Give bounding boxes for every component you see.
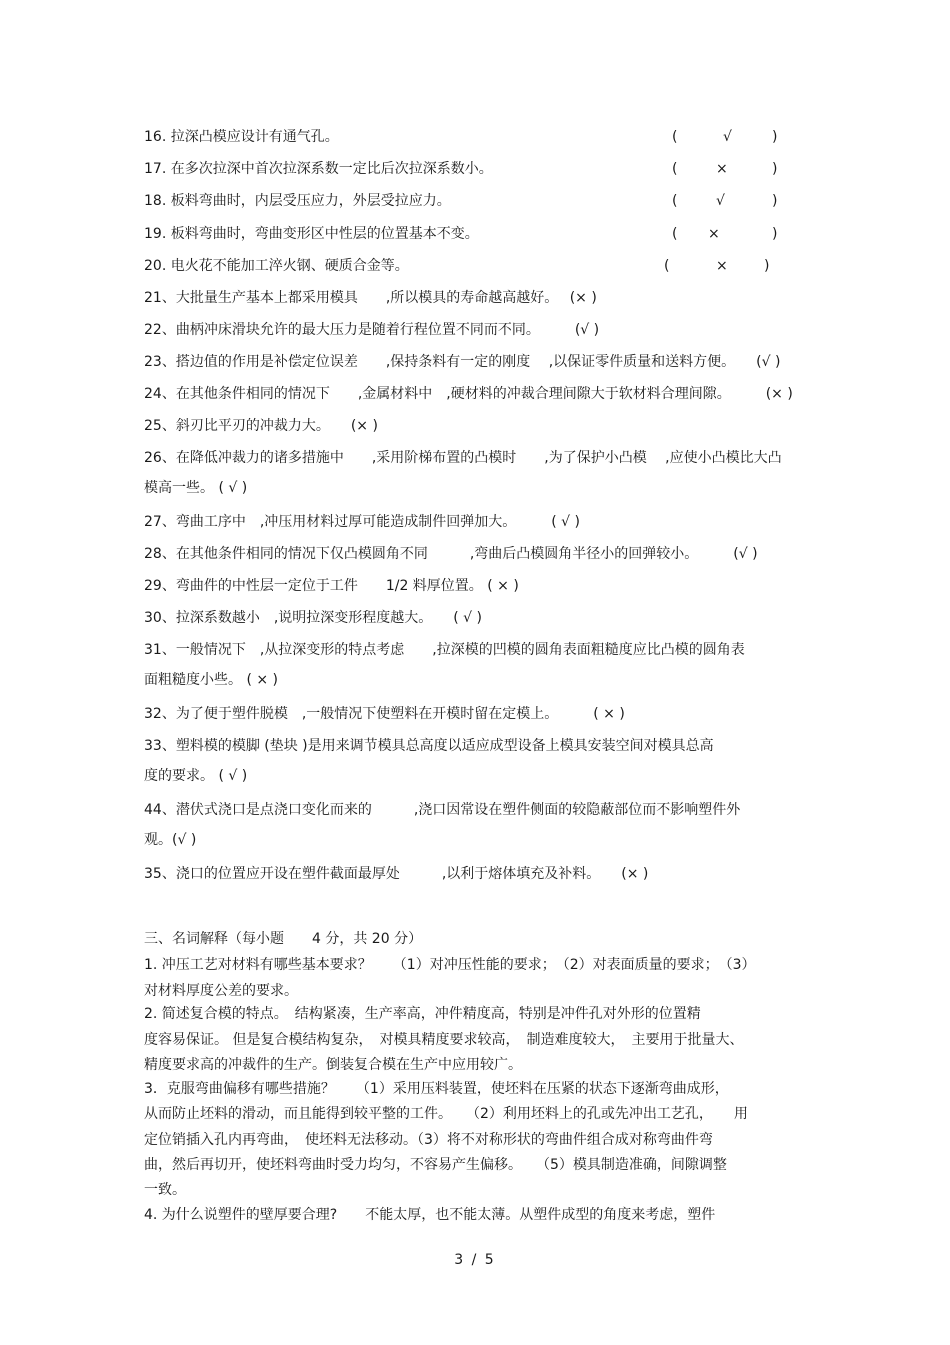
- tf-question-31-line1: 31、一般情况下 ,从拉深变形的特点考虑 ,拉深模的凹模的圆角表面粗糙度应比凸模的圆角表: [144, 642, 745, 658]
- document-page: 16. 拉深凸模应设计有通气孔。 ( √ ) 17. 在多次拉深中首次拉深系数一定比后次拉深系数小。 ( × ) 18. 板料弯曲时，内层受压应力，外层受拉应力。 ( √ ) 19. 板料弯曲时，弯曲变形区中性层的位置基本不变。 ( × ) 20. 电火花不能加工淬火钢、硬质合金等。 ( × ) 21、大批量生产基本上都采用模具 ,所以模具的寿命越高越好。 (× ) 22、曲柄冲床滑块允许的最大压力是随着行程位置不同而不同。 (√ ) 23、搭边值的作用是补偿定位误差 ,保持条料有一定的刚度 ,以保证零件质量和送料方便。 (√ ) 24、在其他条件相同的情况下 ,金属材料中 ,硬材料的冲裁合理间隙大于软材料合理间隙。 (× ) 25、斜刃比平刃的冲裁力大。 (× ) 26、在降低冲裁力的诸多措施中 ,采用阶梯布置的凸模时 ,为了保护小凸模 ,应使小凸模比大凸 模高一些。 ( √ ) 27、弯曲工序中 ,冲压用材料过厚可能造成制件回弹加大。 ( √ ) 28、在其他条件相同的情况下仅凸模圆角不同 ,弯曲后凸模圆角半径小的回弹较小。 (√ ) 29、弯曲件的中性层一定位于工件 1/2 料厚位置。 ( × ) 30、拉深系数越小 ,说明拉深变形程度越大。 ( √ ) 31、一般情况下 ,从拉深变形的特点考虑 ,拉深模的凹模的圆角表面粗糙度应比凸模的圆角表 面粗糙度小些。 ( × ) 32、为了便于塑件脱模 ,一般情况下使塑料在开模时留在定模上。 ( × ) 33、塑料模的模脚 (垫块 )是用来调节模具总高度以适应成型设备上模具安装空间对模具总高 度的要求。 ( √ ) 44、潜伏式浇口是点浇口变化而来的 ,浇口因常设在塑件侧面的较隐蔽部位而不影响塑件外 观。(√ ) 35、浇口的位置应开设在塑件截面最厚处 ,以利于熔体填充及补料。 (× ) 三、名词解释（每小题 4 分，共 20 分） 1. 冲压工艺对材料有哪些基本要求？ （1）对冲压性能的要求； （2）对表面质量的要求； （3） 对材料厚度公差的要求。 2. 简述复合模的特点。 结构紧凑，生产率高，冲件精度高，特别是冲件孔对外形的位置精 度容易保证。 但是复合模结构复杂， 对模具精度要求较高， 制造难度较大， 主要用于批量大、 精度要求高的冲裁件的生产。倒装复合模在生产中应用较广。 3．克服弯曲偏移有哪些措施？ （1）采用压料装置，使坯料在压紧的状态下逐渐弯曲成形， 从而防止坯料的滑动，而且能得到较平整的工件。 （2）利用坯料上的孔或先冲出工艺孔， 用 定位销插入孔内再弯曲， 使坯料无法移动。（3）将不对称形状的弯曲件组合成对称弯曲件弯 曲，然后再切开，使坯料弯曲时受力均匀，不容易产生偏移。 （5）模具制造准确，间隙调整 一致。 4. 为什么说塑件的壁厚要合理? 不能太厚，也不能太薄。从塑件成型的角度来考虑，塑件 3 / 5: [0, 0, 950, 1345]
- tf-question-22: 22、曲柄冲床滑块允许的最大压力是随着行程位置不同而不同。 (√ ): [144, 322, 600, 338]
- tf-question-26-line2: 模高一些。 ( √ ): [144, 480, 248, 496]
- tf-question-18: 18. 板料弯曲时，内层受压应力，外层受拉应力。: [144, 193, 451, 209]
- answer-2-line2: 度容易保证。 但是复合模结构复杂， 对模具精度要求较高， 制造难度较大， 主要用于批量大、: [144, 1032, 744, 1048]
- tf-question-21: 21、大批量生产基本上都采用模具 ,所以模具的寿命越高越好。 (× ): [144, 290, 597, 306]
- page-number: 3 / 5: [454, 1252, 496, 1268]
- tf-question-32: 32、为了便于塑件脱模 ,一般情况下使塑料在开模时留在定模上。 ( × ): [144, 706, 625, 722]
- answer-1-line2: 对材料厚度公差的要求。: [144, 983, 298, 999]
- section-heading: 三、名词解释（每小题 4 分，共 20 分）: [144, 931, 423, 947]
- tf-question-25: 25、斜刃比平刃的冲裁力大。 (× ): [144, 418, 378, 434]
- tf-question-17: 17. 在多次拉深中首次拉深系数一定比后次拉深系数小。: [144, 161, 493, 177]
- tf-question-20: 20. 电火花不能加工淬火钢、硬质合金等。: [144, 258, 409, 274]
- tf-question-31-line2: 面粗糙度小些。 ( × ): [144, 672, 279, 688]
- tf-question-23: 23、搭边值的作用是补偿定位误差 ,保持条料有一定的刚度 ,以保证零件质量和送料方便。 (√ ): [144, 354, 781, 370]
- tf-question-33-line1: 33、塑料模的模脚 (垫块 )是用来调节模具总高度以适应成型设备上模具安装空间对模具总高: [144, 738, 714, 754]
- tf-question-16: 16. 拉深凸模应设计有通气孔。: [144, 129, 339, 145]
- tf-question-24: 24、在其他条件相同的情况下 ,金属材料中 ,硬材料的冲裁合理间隙大于软材料合理间隙。 (× ): [144, 386, 793, 402]
- tf-question-35: 35、浇口的位置应开设在塑件截面最厚处 ,以利于熔体填充及补料。 (× ): [144, 866, 649, 882]
- answer-2-line1: 2. 简述复合模的特点。 结构紧凑，生产率高，冲件精度高，特别是冲件孔对外形的位置精: [144, 1006, 701, 1022]
- answer-3-line2: 从而防止坯料的滑动，而且能得到较平整的工件。 （2）利用坯料上的孔或先冲出工艺孔， 用: [144, 1106, 748, 1122]
- answer-3-line5: 一致。: [144, 1182, 186, 1198]
- answer-1-line1: 1. 冲压工艺对材料有哪些基本要求？ （1）对冲压性能的要求； （2）对表面质量的要求； （3）: [144, 957, 756, 973]
- answer-3-line3: 定位销插入孔内再弯曲， 使坯料无法移动。（3）将不对称形状的弯曲件组合成对称弯曲件弯: [144, 1132, 713, 1148]
- tf-question-27: 27、弯曲工序中 ,冲压用材料过厚可能造成制件回弹加大。 ( √ ): [144, 514, 581, 530]
- answer-3-line4: 曲，然后再切开，使坯料弯曲时受力均匀，不容易产生偏移。 （5）模具制造准确，间隙调整: [144, 1157, 727, 1173]
- tf-question-19: 19. 板料弯曲时，弯曲变形区中性层的位置基本不变。: [144, 226, 479, 242]
- answer-4-line1: 4. 为什么说塑件的壁厚要合理? 不能太厚，也不能太薄。从塑件成型的角度来考虑，塑件: [144, 1207, 716, 1223]
- answer-2-line3: 精度要求高的冲裁件的生产。倒装复合模在生产中应用较广。: [144, 1057, 522, 1073]
- tf-question-44-line2: 观。(√ ): [144, 832, 197, 848]
- tf-question-26-line1: 26、在降低冲裁力的诸多措施中 ,采用阶梯布置的凸模时 ,为了保护小凸模 ,应使小凸模比大凸: [144, 450, 782, 466]
- tf-question-30: 30、拉深系数越小 ,说明拉深变形程度越大。 ( √ ): [144, 610, 483, 626]
- tf-question-44-line1: 44、潜伏式浇口是点浇口变化而来的 ,浇口因常设在塑件侧面的较隐蔽部位而不影响塑件外: [144, 802, 741, 818]
- tf-question-33-line2: 度的要求。 ( √ ): [144, 768, 248, 784]
- tf-question-29: 29、弯曲件的中性层一定位于工件 1/2 料厚位置。 ( × ): [144, 578, 519, 594]
- tf-question-28: 28、在其他条件相同的情况下仅凸模圆角不同 ,弯曲后凸模圆角半径小的回弹较小。 (√ ): [144, 546, 758, 562]
- answer-3-line1: 3．克服弯曲偏移有哪些措施？ （1）采用压料装置，使坯料在压紧的状态下逐渐弯曲成形，: [144, 1081, 729, 1097]
